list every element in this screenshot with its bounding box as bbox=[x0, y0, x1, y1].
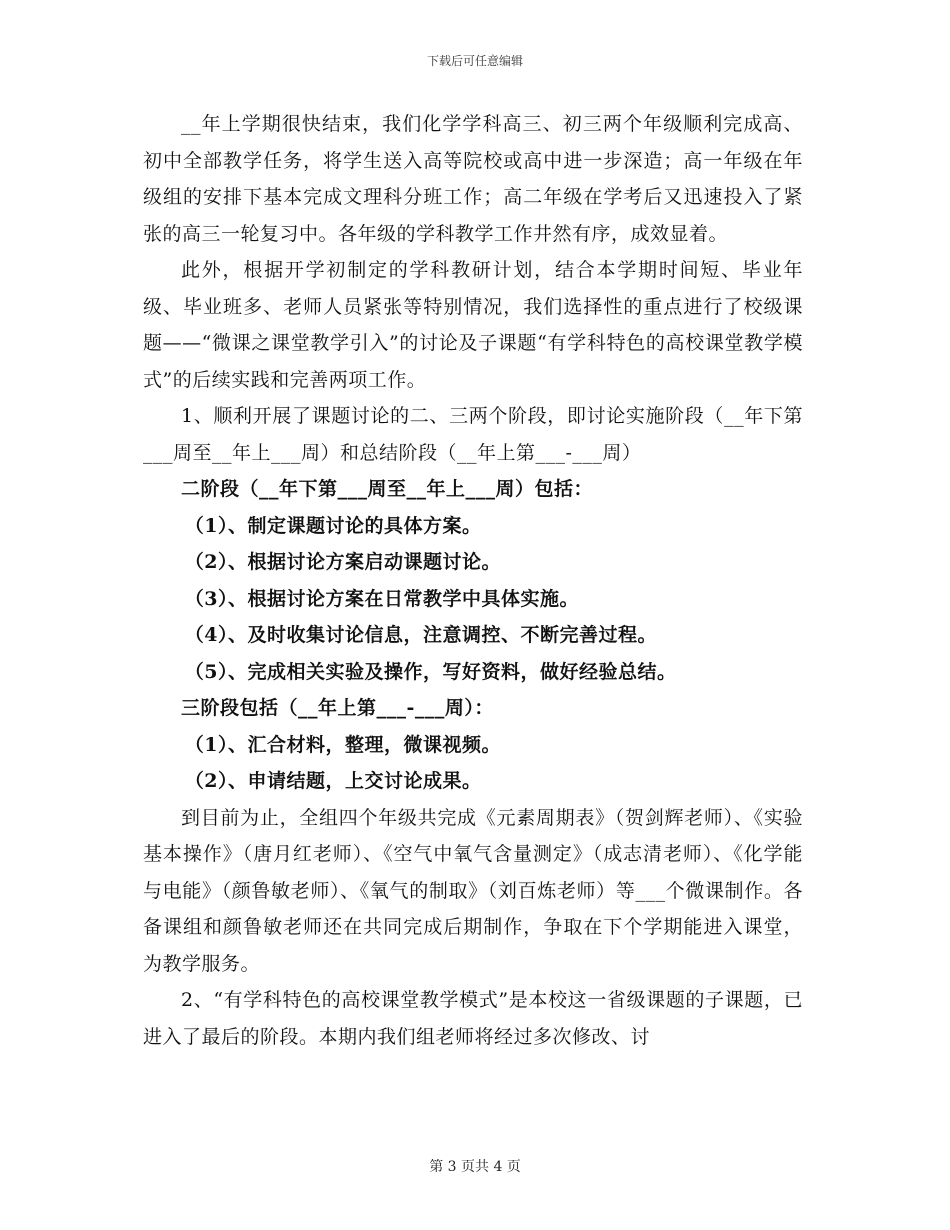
stage-two-item-5: （5）、完成相关实验及操作，写好资料，做好经验总结。 bbox=[184, 660, 677, 683]
stage-two-item-4: （4）、及时收集讨论信息，注意调控、不断完善过程。 bbox=[184, 624, 658, 646]
page-number: 第 3 页共 4 页 bbox=[429, 1159, 521, 1175]
paragraph-microcourse-progress: 到目前为止，全组四个年级共完成《元素周期表》（贺剑辉老师）、《实验基本操作》（唐月红老师）、《空气中氧气含量测定》（成志清老师）、《化学能与电能》（颜鲁敏老师）、《氧气的制取》（刘百炼老师）等___个微课制作。各备课组和颜鲁敏老师还在共同完成后期制作，争取在下个学期能进入课堂，为教学服务。 bbox=[143, 806, 803, 975]
stage-two-item-3: （3）、根据讨论方案在日常教学中具体实施。 bbox=[184, 587, 580, 610]
stage-three-title: 三阶段包括（__年上第___-___周）： bbox=[181, 697, 494, 719]
stage-two-title: 二阶段（__年下第___周至__年上___周）包括： bbox=[181, 478, 594, 500]
document-body bbox=[143, 106, 803, 1055]
paragraph-subtopic: 2、“有学科特色的高校课堂教学模式”是本校这一省级课题的子课题，已进入了最后的阶段。本期内我们组老师将经过多次修改、讨 bbox=[143, 989, 803, 1048]
stage-three-item-2: （2）、申请结题，上交讨论成果。 bbox=[184, 770, 482, 792]
paragraph-intro: __年上学期很快结束，我们化学学科高三、初三两个年级顺利完成高、初中全部教学任务，将学生送入高等院校或高中进一步深造；高一年级在年级组的安排下基本完成文理科分班工作；高二年级在学考后又迅速投入了紧张的高三一轮复习中。各年级的学科教学工作井然有序，成效显着。 bbox=[143, 113, 803, 245]
paragraph-research-plan: 此外，根据开学初制定的学科教研计划，结合本学期时间短、毕业年级、毕业班多、老师人员紧张等特别情况，我们选择性的重点进行了校级课题——“微课之课堂教学引入”的讨论及子课题“有学科特色的高校课堂教学模式”的后续实践和完善两项工作。 bbox=[143, 259, 803, 391]
stage-three-item-1: （1）、汇合材料，整理，微课视频。 bbox=[184, 733, 502, 756]
paragraph-stages: 1、顺利开展了课题讨论的二、三两个阶段，即讨论实施阶段（__年下第___周至__年上___周）和总结阶段（__年上第___-___周） bbox=[143, 405, 803, 464]
stage-two-item-2: （2）、根据讨论方案启动课题讨论。 bbox=[184, 551, 502, 573]
page-header-note: 下载后可任意编辑 bbox=[426, 54, 523, 68]
stage-two-item-1: （1）、制定课题讨论的具体方案。 bbox=[184, 514, 482, 537]
